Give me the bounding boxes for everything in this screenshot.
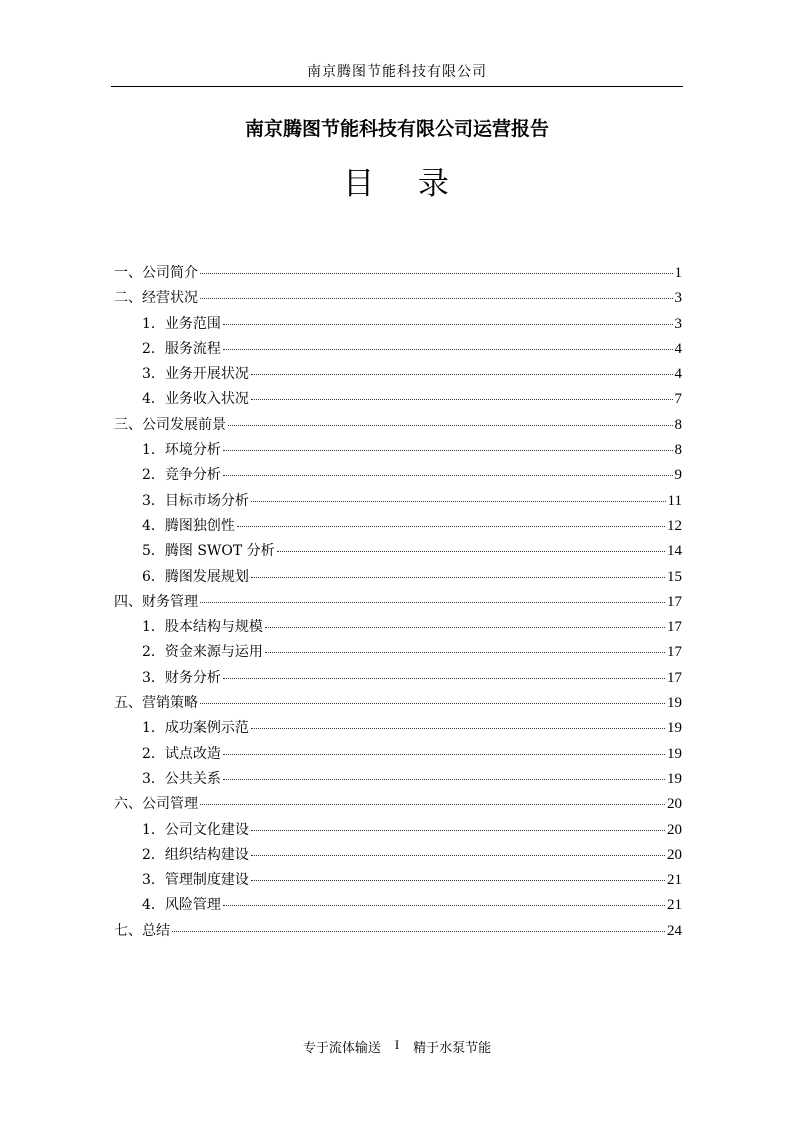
toc-entry[interactable] [114,339,682,364]
toc-entry-page-number: 7 [674,391,682,408]
page-footer [111,1038,683,1059]
toc-entry-label: 4．风险管理 [142,897,221,914]
toc-dot-leader [251,830,665,831]
toc-entry-page-number: 4 [674,366,682,383]
toc-entry[interactable] [114,845,682,870]
toc-dot-leader [223,475,673,476]
toc-entry-label: 七、总结 [114,922,170,939]
toc-entry-page-number: 21 [667,872,682,889]
toc-entry-label: 1．股本结构与规模 [142,619,263,636]
toc-entry-page-number: 3 [674,290,682,307]
toc-dot-leader [237,526,665,527]
toc-entry-page-number: 19 [667,770,682,787]
toc-dot-leader [200,703,665,704]
toc-entry[interactable] [114,516,682,541]
toc-entry-page-number: 19 [667,720,682,737]
toc-dot-leader [251,728,665,729]
toc-entry-page-number: 20 [667,796,682,813]
toc-entry-label: 3．公共关系 [142,770,221,787]
toc-entry[interactable] [114,541,682,566]
toc-dot-leader [277,551,665,552]
toc-dot-leader [251,855,665,856]
toc-entry[interactable] [114,895,682,920]
toc-entry-page-number: 8 [674,416,682,433]
toc-entry-label: 3．财务分析 [142,669,221,686]
toc-entry-label: 六、公司管理 [114,796,198,813]
toc-entry[interactable] [114,642,682,667]
toc-entry[interactable] [114,921,682,946]
toc-dot-leader [200,298,673,299]
toc-entry-label: 二、经营状况 [114,290,198,307]
toc-dot-leader [251,577,665,578]
toc-entry[interactable] [114,263,682,288]
toc-entry-label: 1．公司文化建设 [142,821,249,838]
toc-dot-leader [228,425,673,426]
toc-dot-leader [251,880,665,881]
toc-dot-leader [223,754,665,755]
toc-entry-page-number: 17 [667,669,682,686]
toc-entry-page-number: 4 [674,340,682,357]
toc-entry[interactable] [114,389,682,414]
toc-entry[interactable] [114,491,682,516]
toc-entry-page-number: 24 [667,922,682,939]
toc-entry[interactable] [114,465,682,490]
toc-entry-page-number: 15 [667,568,682,585]
toc-entry-label: 五、营销策略 [114,695,198,712]
toc-entry[interactable] [114,769,682,794]
toc-entry[interactable] [114,288,682,313]
toc-dot-leader [251,501,666,502]
toc-heading: 目 录 [343,166,451,202]
toc-entry-page-number: 14 [667,543,682,560]
toc-entry[interactable] [114,617,682,642]
toc-dot-leader [251,374,673,375]
toc-dot-leader [223,324,673,325]
toc-entry-label: 1．环境分析 [142,442,221,459]
toc-entry-page-number: 20 [667,846,682,863]
footer-slogan-left: 专于流体输送 [302,1041,381,1056]
toc-entry-label: 1．成功案例示范 [142,720,249,737]
toc-entry[interactable] [114,314,682,339]
toc-dot-leader [223,349,673,350]
toc-entry-page-number: 12 [667,517,682,534]
toc-entry-label: 4．腾图独创性 [142,517,235,534]
toc-dot-leader [223,678,665,679]
toc-entry-page-number: 3 [674,315,682,332]
toc-entry[interactable] [114,794,682,819]
toc-entry-label: 2．试点改造 [142,745,221,762]
toc-entry-label: 6．腾图发展规划 [142,568,249,585]
header-divider [111,86,683,87]
toc-entry[interactable] [114,415,682,440]
toc-dot-leader [200,602,665,603]
toc-entry-label: 3．业务开展状况 [142,366,249,383]
toc-dot-leader [223,450,673,451]
page-header: 南京腾图节能科技有限公司 [307,64,487,80]
toc-entry-label: 4．业务收入状况 [142,391,249,408]
toc-dot-leader [172,931,665,932]
toc-entry[interactable] [114,592,682,617]
toc-entry-page-number: 20 [667,821,682,838]
toc-entry-label: 2．资金来源与运用 [142,644,263,661]
toc-entry-page-number: 21 [667,897,682,914]
toc-entry-page-number: 9 [674,467,682,484]
toc-entry-label: 2．服务流程 [142,340,221,357]
toc-entry-page-number: 11 [667,492,682,509]
toc-entry-label: 2．竞争分析 [142,467,221,484]
toc-entry-label: 1．业务范围 [142,315,221,332]
toc-entry[interactable] [114,693,682,718]
toc-entry-page-number: 1 [674,265,682,281]
toc-entry-page-number: 8 [674,442,682,459]
toc-entry[interactable] [114,820,682,845]
toc-entry[interactable] [114,364,682,389]
toc-entry-label: 三、公司发展前景 [114,416,226,433]
toc-entry-page-number: 19 [667,745,682,762]
toc-entry[interactable] [114,744,682,769]
toc-dot-leader [200,273,673,274]
toc-entry-label: 四、财务管理 [114,593,198,610]
toc-entry[interactable] [114,567,682,592]
toc-entry-label: 5．腾图 SWOT 分析 [142,543,275,560]
toc-dot-leader [251,399,673,400]
toc-entry[interactable] [114,440,682,465]
toc-entry-label: 3．目标市场分析 [142,492,249,509]
toc-entry-page-number: 17 [667,619,682,636]
table-of-contents [114,263,682,946]
toc-entry-page-number: 19 [667,695,682,712]
toc-entry[interactable] [114,870,682,895]
toc-dot-leader [223,779,665,780]
toc-dot-leader [200,804,665,805]
toc-dot-leader [223,905,665,906]
document-title: 南京腾图节能科技有限公司运营报告 [244,118,549,140]
footer-slogan-right: 精于水泵节能 [413,1041,492,1056]
toc-entry-page-number: 17 [667,644,682,661]
toc-dot-leader [265,652,665,653]
toc-entry-label: 3．管理制度建设 [142,872,249,889]
toc-entry-label: 一、公司简介 [114,265,198,281]
toc-entry-label: 2．组织结构建设 [142,846,249,863]
footer-separator: I [394,1037,400,1052]
toc-entry-page-number: 17 [667,593,682,610]
toc-entry[interactable] [114,718,682,743]
toc-dot-leader [265,627,665,628]
toc-entry[interactable] [114,668,682,693]
